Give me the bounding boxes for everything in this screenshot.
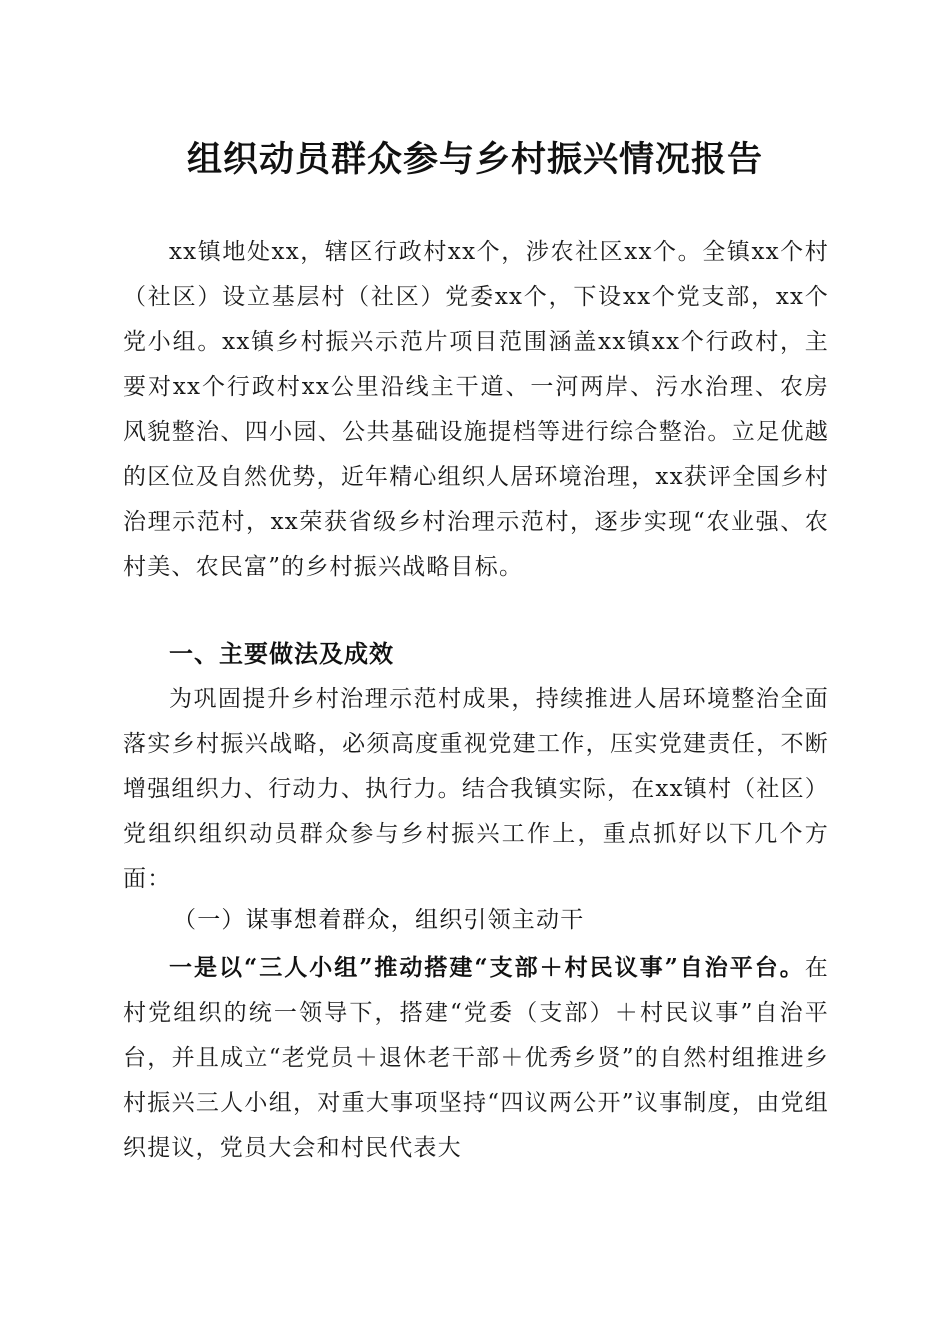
- paragraph-body-text: 在村党组织的统一领导下，搭建“党委（支部）＋村民议事”自治平台，并且成立“老党员＋退休老干部＋优秀乡贤”的自然村组推进乡村振兴三人小组，对重大事项坚持“四议两公开”议事制度，由党组织提议，党员大会和村民代表大: [123, 955, 829, 1161]
- paragraph-lead-sentence: 一是以“三人小组”推动搭建“支部＋村民议事”自治平台。: [169, 954, 805, 981]
- section-intro-paragraph: 为巩固提升乡村治理示范村成果，持续推进人居环境整治全面落实乡村振兴战略，必须高度重视党建工作，压实党建责任，不断增强组织力、行动力、执行力。结合我镇实际，在xx镇村（社区）党组织组织动员群众参与乡村振兴工作上，重点抓好以下几个方面：: [123, 686, 829, 892]
- document-title: 组织动员群众参与乡村振兴情况报告: [186, 139, 763, 180]
- intro-paragraph: xx镇地处xx，辖区行政村xx个，涉农社区xx个。全镇xx个村（社区）设立基层村（社区）党委xx个，下设xx个党支部，xx个党小组。xx镇乡村振兴示范片项目范围涵盖xx镇xx个行政村，主要对xx个行政村xx公里沿线主干道、一河两岸、污水治理、农房风貌整治、四小园、公共基础设施提档等进行综合整治。立足优越的区位及自然优势，近年精心组织人居环境治理，xx获评全国乡村治理示范村，xx荣获省级乡村治理示范村，逐步实现“农业强、农村美、农民富”的乡村振兴战略目标。: [123, 239, 829, 580]
- subsection-heading-1: （一）谋事想着群众，组织引领主动干: [173, 907, 585, 933]
- subsection-paragraph-1: [123, 945, 829, 1171]
- section-heading-main-practices: 一、主要做法及成效: [169, 640, 394, 668]
